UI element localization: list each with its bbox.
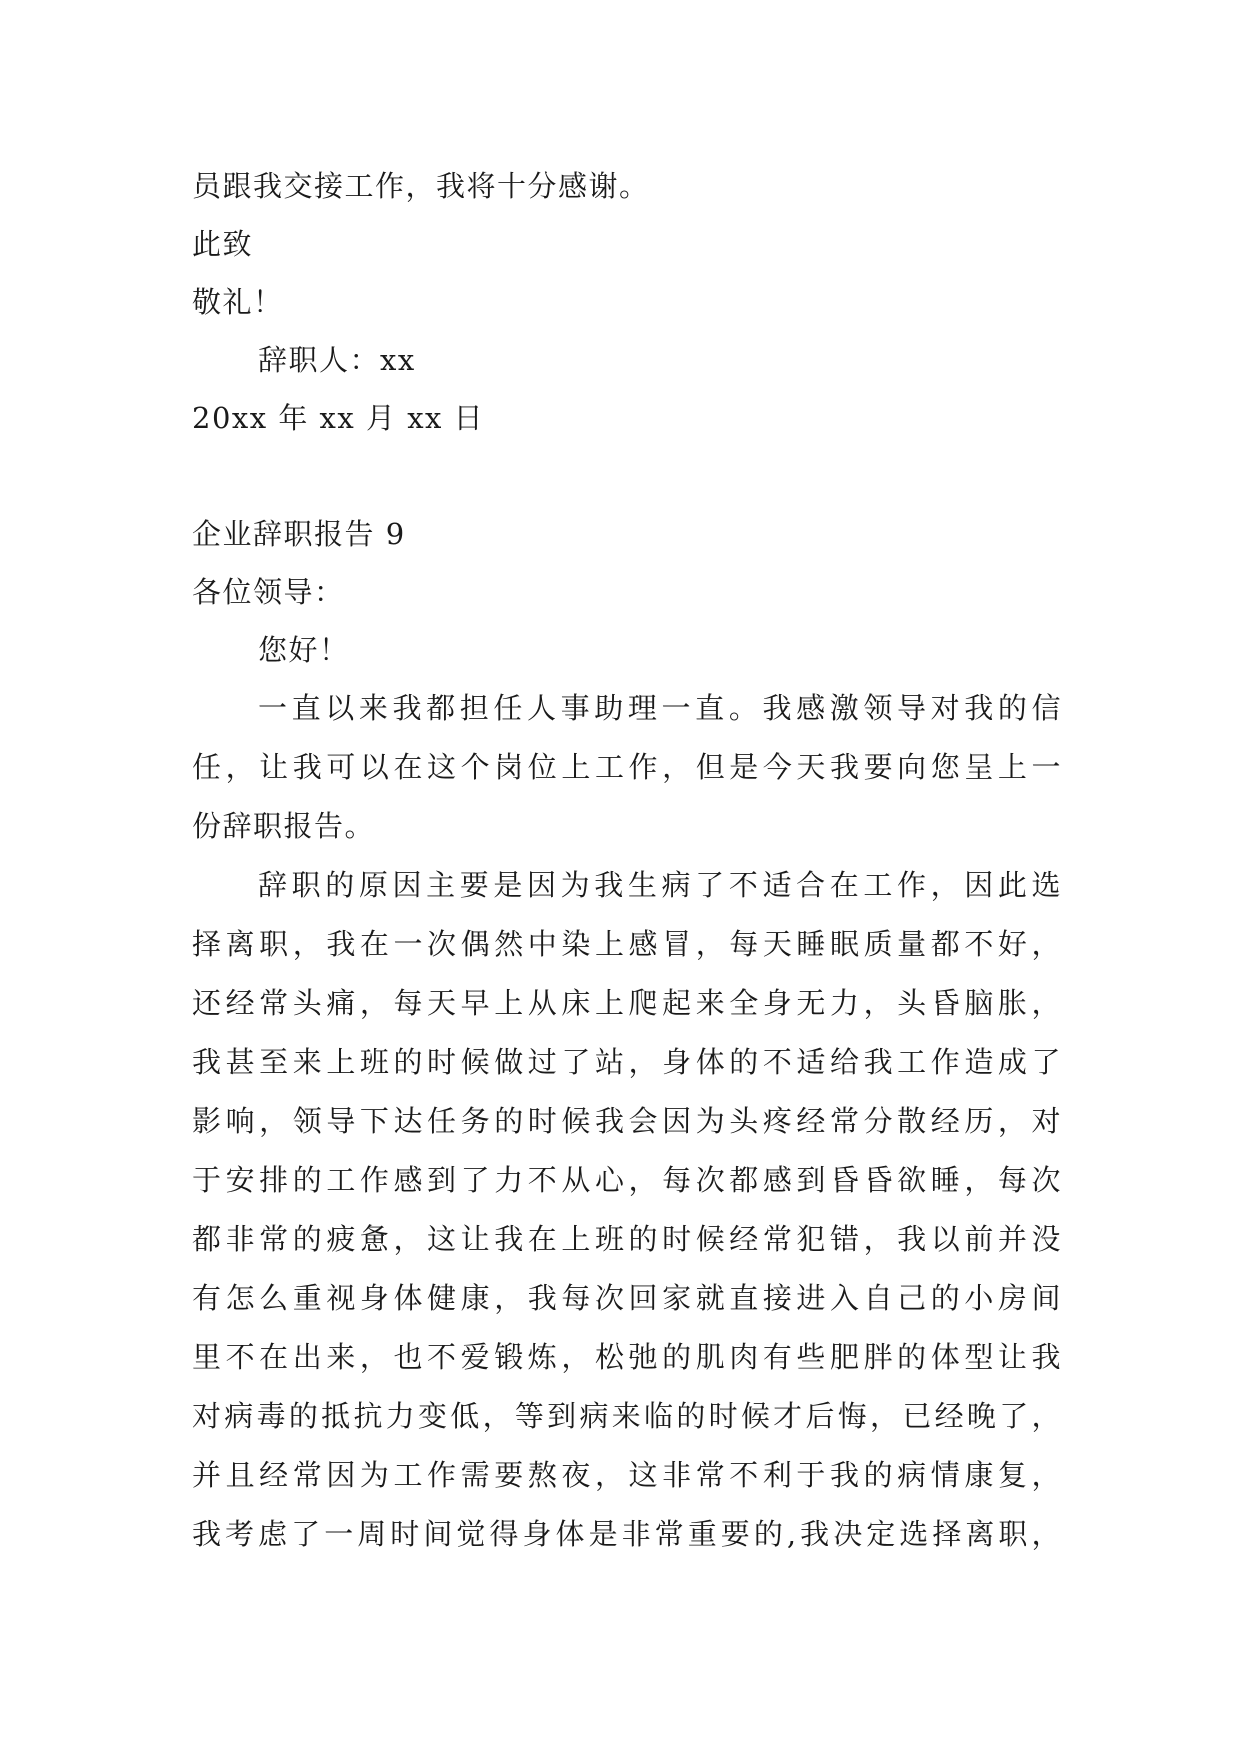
paragraph-line: 择离职，我在一次偶然中染上感冒，每天睡眠质量都不好， xyxy=(192,927,1062,961)
closing-tail-line: 员跟我交接工作，我将十分感谢。 xyxy=(192,169,650,203)
paragraph-2 xyxy=(192,856,1062,1564)
document-body xyxy=(192,157,1062,1564)
paragraph-line: 一直以来我都担任人事助理一直。我感激领导对我的信 xyxy=(258,691,1062,725)
greeting: 您好！ xyxy=(258,633,350,667)
signer-line: 辞职人：xx xyxy=(258,343,416,377)
paragraph-line: 辞职的原因主要是因为我生病了不适合在工作，因此选 xyxy=(258,868,1062,902)
paragraph-line: 份辞职报告。 xyxy=(192,809,376,843)
paragraph-1 xyxy=(192,679,1062,856)
paragraph-line: 有怎么重视身体健康，我每次回家就直接进入自己的小房间 xyxy=(192,1281,1062,1315)
paragraph-line: 任，让我可以在这个岗位上工作，但是今天我要向您呈上一 xyxy=(192,750,1062,784)
paragraph-line: 我考虑了一周时间觉得身体是非常重要的,我决定选择离职， xyxy=(192,1517,1062,1551)
paragraph-line: 我甚至来上班的时候做过了站，身体的不适给我工作造成了 xyxy=(192,1045,1062,1079)
paragraph-line: 还经常头痛，每天早上从床上爬起来全身无力，头昏脑胀， xyxy=(192,986,1062,1020)
paragraph-line: 里不在出来，也不爱锻炼，松弛的肌肉有些肥胖的体型让我 xyxy=(192,1340,1062,1374)
paragraph-line: 对病毒的抵抗力变低，等到病来临的时候才后悔，已经晚了， xyxy=(192,1399,1062,1433)
salutation-jingli: 敬礼！ xyxy=(192,285,284,319)
paragraph-line: 都非常的疲惫，这让我在上班的时候经常犯错，我以前并没 xyxy=(192,1222,1062,1256)
paragraph-line: 影响，领导下达任务的时候我会因为头疼经常分散经历，对 xyxy=(192,1104,1062,1138)
section-title: 企业辞职报告 9 xyxy=(192,517,406,551)
date-line: 20xx 年 xx 月 xx 日 xyxy=(192,401,485,435)
salutation-cizhi: 此致 xyxy=(192,227,254,261)
section-gap xyxy=(192,447,1062,505)
paragraph-line: 于安排的工作感到了力不从心，每次都感到昏昏欲睡，每次 xyxy=(192,1163,1062,1197)
paragraph-line: 并且经常因为工作需要熬夜，这非常不利于我的病情康复， xyxy=(192,1458,1062,1492)
addressee: 各位领导： xyxy=(192,575,345,609)
